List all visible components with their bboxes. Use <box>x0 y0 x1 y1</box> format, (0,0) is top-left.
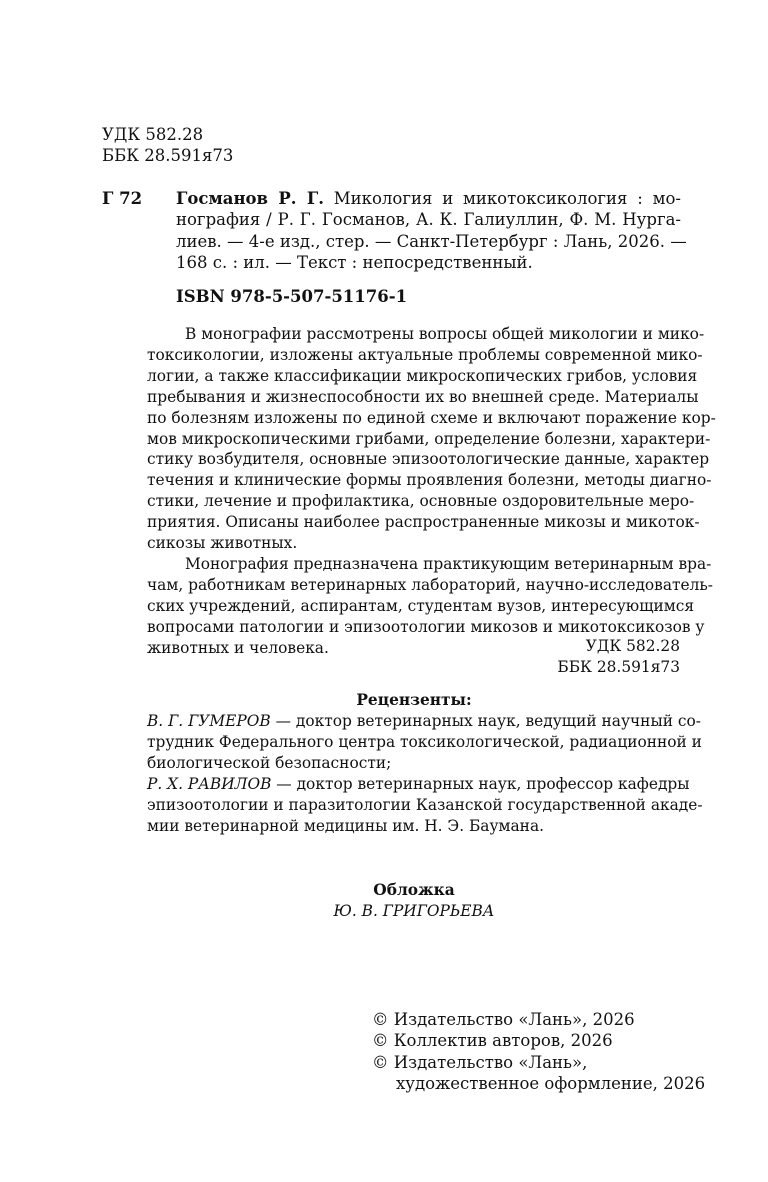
annotation-line: Монография предназначена практикующим ветеринарным вра- <box>185 554 712 573</box>
annotation-line: сикозы животных. <box>147 534 298 553</box>
annotation-line: логии, а также классификации микроскопических грибов, условия <box>147 366 698 385</box>
record-line: нография / Р. Г. Госманов, А. К. Галиуллин, Ф. М. Нурга- <box>176 210 681 230</box>
annotation-line: ских учреждений, аспирантам, студентам вузов, интересующимся <box>147 596 695 615</box>
bibliographic-record <box>176 188 687 273</box>
reviewers <box>147 711 703 836</box>
copyright <box>372 1009 705 1094</box>
reviewer-line: мии ветеринарной медицины им. Н. Э. Баумана. <box>147 816 545 835</box>
record-author: Госманов Р. Г. <box>176 189 324 208</box>
cover-heading: Обложка <box>373 881 455 899</box>
annotation-line: животных и человека. <box>147 638 329 657</box>
annotation-line: вопросами патологии и эпизоотологии микозов и микотоксикозов у <box>147 617 705 636</box>
author-mark: Г 72 <box>102 189 143 208</box>
record-line: лиев. — 4-е изд., стер. — Санкт-Петербург : Лань, 2026. — <box>176 231 687 251</box>
copyright-line: © Издательство «Лань», <box>372 1052 588 1072</box>
reviewer-line: эпизоотологии и паразитологии Казанской государственной акаде- <box>147 795 703 814</box>
copyright-line: художественное оформление, 2026 <box>396 1073 706 1093</box>
record-line: 168 с. : ил. — Текст : непосредственный. <box>176 252 533 272</box>
annotation-line: чам, работникам ветеринарных лабораторий, научно-исследователь- <box>147 575 714 594</box>
annotation-line: стику возбудителя, основные эпизоотологические данные, характер <box>147 450 710 469</box>
annotation-line: пребывания и жизнеспособности их во внешней среде. Материалы <box>147 387 699 406</box>
isbn: ISBN 978-5-507-51176-1 <box>176 287 408 306</box>
annotation-line: приятия. Описаны наиболее распространенные микозы и микоток- <box>147 513 700 532</box>
reviewer-name: Р. Х. РАВИЛОВ <box>147 774 272 793</box>
reviewers-heading: Рецензенты: <box>356 691 472 709</box>
classification-top <box>102 124 233 167</box>
reviewer-line: — доктор ветеринарных наук, профессор кафедры <box>271 774 690 793</box>
reviewer-line: трудник Федерального центра токсикологической, радиационной и <box>147 732 702 751</box>
reviewer-line: — доктор ветеринарных наук, ведущий научный со- <box>270 712 701 730</box>
annotation-line: В монографии рассмотрены вопросы общей микологии и мико- <box>185 325 705 343</box>
reviewer-line: биологической безопасности; <box>147 753 392 772</box>
annotation <box>147 324 716 659</box>
annotation-line: течения и клинические формы проявления болезни, методы диагно- <box>147 471 712 490</box>
copyright-line: © Издательство «Лань», 2026 <box>372 1010 635 1029</box>
bbk-code: ББК 28.591я73 <box>557 657 680 676</box>
cover-credit <box>147 880 681 922</box>
record-line: Микология и микотоксикология : мо- <box>333 189 681 208</box>
udk-code: УДК 582.28 <box>585 637 680 655</box>
bbk-code: ББК 28.591я73 <box>102 146 234 166</box>
udk-code: УДК 582.28 <box>102 125 204 144</box>
annotation-line: по болезням изложены по единой схеме и включают поражение кор- <box>147 408 716 427</box>
annotation-line: мов микроскопическими грибами, определение болезни, характери- <box>147 429 711 448</box>
annotation-line: стики, лечение и профилактика, основные оздоровительные меро- <box>147 492 695 511</box>
classification-bottom <box>557 636 680 678</box>
reviewer-name: В. Г. ГУМЕРОВ <box>147 712 271 730</box>
cover-designer: Ю. В. ГРИГОРЬЕВА <box>333 901 495 920</box>
copyright-line: © Коллектив авторов, 2026 <box>372 1031 613 1051</box>
annotation-line: токсикологии, изложены актуальные проблемы современной мико- <box>147 345 703 364</box>
